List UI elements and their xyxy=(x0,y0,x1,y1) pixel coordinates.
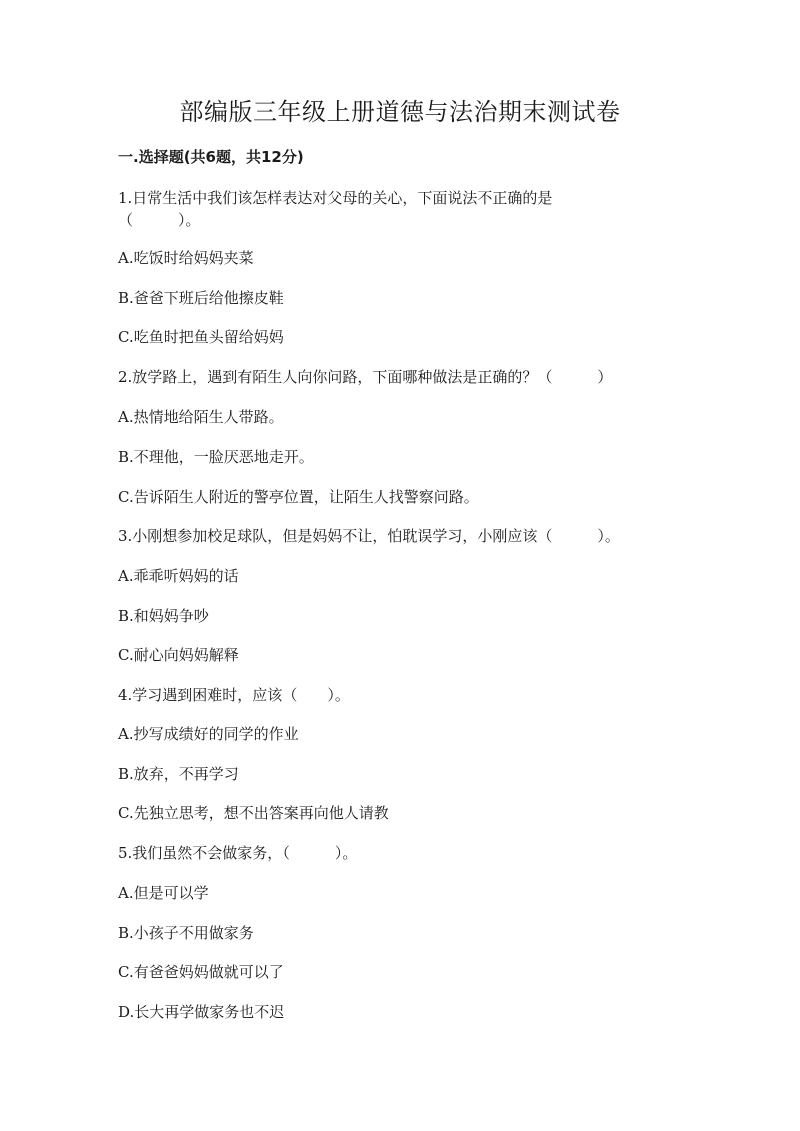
question-5-option-a: A.但是可以学 xyxy=(118,884,209,902)
section-heading: 一.选择题(共6题，共12分) xyxy=(118,148,304,166)
question-4-option-c: C.先独立思考，想不出答案再向他人请教 xyxy=(118,804,389,822)
question-1-option-b: B.爸爸下班后给他擦皮鞋 xyxy=(118,289,284,307)
question-1-stem: 1.日常生活中我们该怎样表达对父母的关心，下面说法不正确的是 xyxy=(118,189,553,207)
question-2-option-a: A.热情地给陌生人带路。 xyxy=(118,408,284,426)
question-5-stem: 5.我们虽然不会做家务，（ ）。 xyxy=(118,844,358,862)
question-3-option-c: C.耐心向妈妈解释 xyxy=(118,646,239,664)
question-5-option-c: C.有爸爸妈妈做就可以了 xyxy=(118,963,284,981)
question-4-option-a: A.抄写成绩好的同学的作业 xyxy=(118,725,299,743)
question-4-stem: 4.学习遇到困难时，应该（ ）。 xyxy=(118,686,350,704)
question-1-option-a: A.吃饭时给妈妈夹菜 xyxy=(118,249,254,267)
question-2-stem: 2.放学路上，遇到有陌生人向你问路，下面哪种做法是正确的？（ ） xyxy=(118,368,613,386)
question-1-stem-cont: （ ）。 xyxy=(118,211,201,229)
exam-title: 部编版三年级上册道德与法治期末测试卷 xyxy=(179,98,621,126)
question-4-option-b: B.放弃，不再学习 xyxy=(118,765,239,783)
question-3-option-b: B.和妈妈争吵 xyxy=(118,607,209,625)
question-5-option-b: B.小孩子不用做家务 xyxy=(118,924,254,942)
question-3-option-a: A.乖乖听妈妈的话 xyxy=(118,567,239,585)
question-2-option-b: B.不理他，一脸厌恶地走开。 xyxy=(118,448,314,466)
question-2-option-c: C.告诉陌生人附近的警亭位置，让陌生人找警察问路。 xyxy=(118,488,479,506)
question-1-option-c: C.吃鱼时把鱼头留给妈妈 xyxy=(118,328,284,346)
question-5-option-d: D.长大再学做家务也不迟 xyxy=(118,1003,285,1021)
question-3-stem: 3.小刚想参加校足球队，但是妈妈不让，怕耽误学习，小刚应该（ ）。 xyxy=(118,527,620,545)
